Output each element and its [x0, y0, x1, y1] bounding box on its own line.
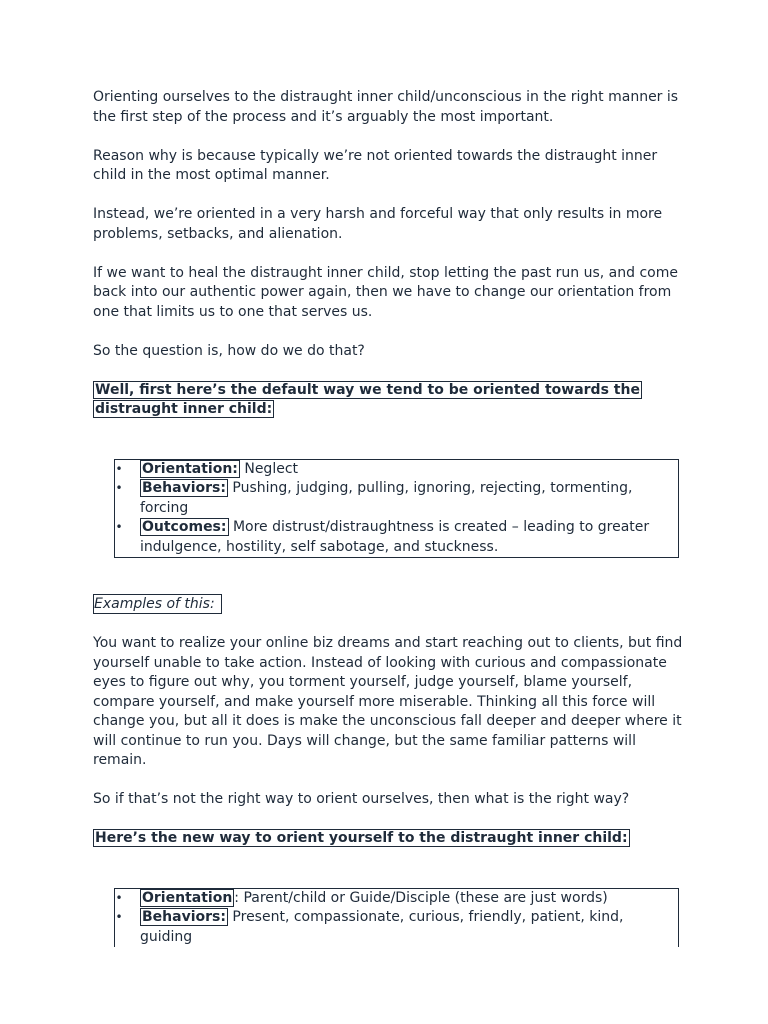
document-content	[93, 88, 683, 947]
paragraph-heal: If we want to heal the distraught inner child, stop letting the past run us, and come back into our authentic power again, then we have to change our orientation from one that limits us to one that serves us.	[93, 264, 678, 320]
default-heading-block	[93, 381, 683, 420]
list-text: Present, compassionate, curious, friendly, patient, kind, guiding	[140, 909, 624, 945]
list-text: Neglect	[239, 460, 299, 477]
list-text: Pushing, judging, pulling, ignoring, rejecting, tormenting, forcing	[140, 480, 633, 516]
list-item	[115, 889, 678, 909]
bullet-icon: •	[115, 890, 123, 905]
paragraph-question: So the question is, how do we do that?	[93, 342, 365, 359]
new-heading-block	[93, 829, 683, 849]
paragraph-reason: Reason why is because typically we’re not oriented towards the distraught inner child in the most optimal manner.	[93, 147, 658, 183]
new-heading: Here’s the new way to orient yourself to the distraught inner child:	[95, 830, 628, 846]
paragraph-transition: So if that’s not the right way to orient ourselves, then what is the right way?	[93, 791, 630, 807]
default-heading: Well, first here’s the default way we tend to be oriented towards the distraught inner child:	[95, 381, 640, 417]
default-orientation-list	[114, 459, 679, 559]
examples-label: Examples of this:	[93, 594, 222, 614]
bullet-icon: •	[115, 461, 123, 476]
list-item	[115, 479, 678, 518]
paragraph-example: You want to realize your online biz dreams and start reaching out to clients, but find yourself unable to take action. Instead of looking with curious and compassionate eyes to figure out why, you torment yourself, judge yourself, blame yourself, compare yourself, and make yourself more miserable. Thinking all this force will change you, but all it does is make the unconscious fall deeper and deeper where it will continue to run you. Days will change, but the same familiar patterns will remain.	[93, 635, 683, 768]
bullet-icon: •	[115, 910, 123, 924]
list-term: Behaviors:	[142, 480, 226, 496]
paragraph-intro: Orienting ourselves to the distraught inner child/unconscious in the right manner is the first step of the process and it’s arguably the most important.	[93, 89, 679, 125]
examples-label-block	[93, 594, 683, 615]
bullet-icon: •	[115, 520, 123, 534]
list-term: Behaviors:	[142, 909, 226, 925]
new-orientation-list	[114, 888, 679, 948]
list-text: : Parent/child or Guide/Disciple (these are just words)	[234, 889, 608, 906]
list-item	[115, 518, 678, 557]
list-term: Outcomes:	[142, 519, 227, 535]
list-text: More distrust/distraughtness is created – leading to greater indulgence, hostility, self sabotage, and stuckness.	[140, 519, 650, 555]
list-term: Orientation	[142, 889, 233, 906]
list-item	[115, 908, 678, 947]
list-term: Orientation:	[142, 460, 238, 477]
bullet-icon: •	[115, 481, 123, 495]
paragraph-instead: Instead, we’re oriented in a very harsh and forceful way that only results in more problems, setbacks, and alienation.	[93, 206, 663, 242]
list-item	[115, 460, 678, 480]
